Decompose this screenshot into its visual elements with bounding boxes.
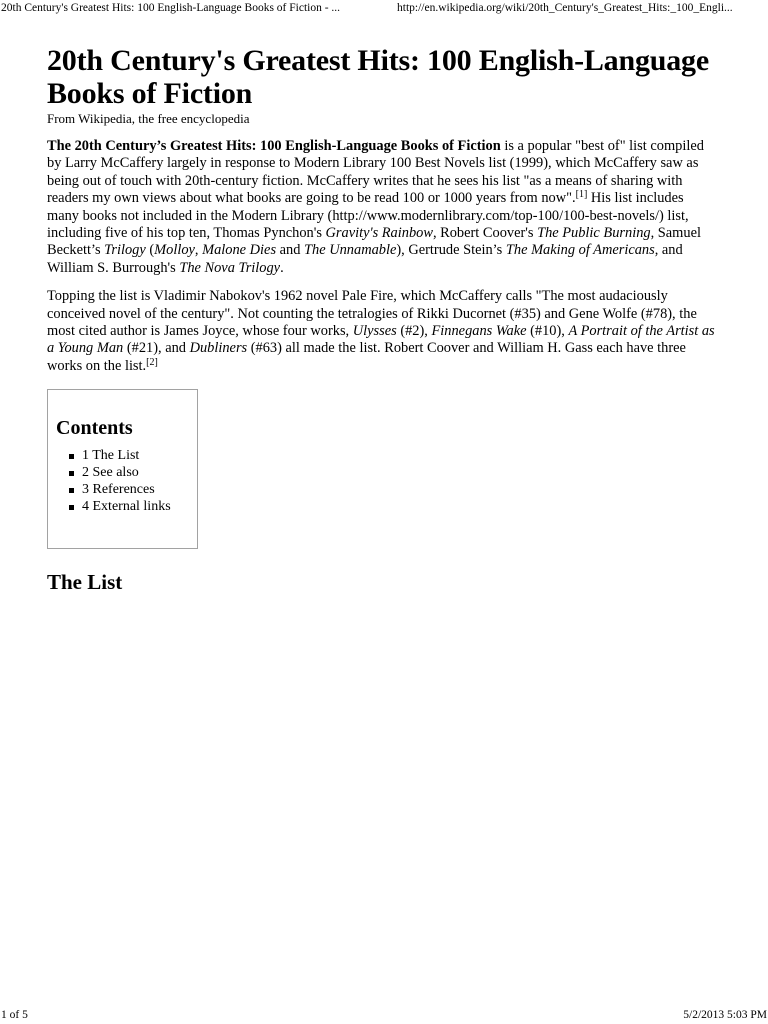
- toc-item-the-list[interactable]: 1 The List: [82, 448, 197, 465]
- print-header: [0, 1, 768, 17]
- work-title: The Making of Americans: [505, 242, 655, 259]
- toc-list: [56, 448, 197, 515]
- section-heading-the-list: The List: [47, 570, 123, 595]
- work-title: Ulysses: [352, 323, 397, 340]
- toc-item-see-also[interactable]: 2 See also: [82, 465, 197, 482]
- work-title: A Portrait of the Artist as a Young Man: [47, 323, 715, 357]
- toc-title: Contents: [56, 417, 133, 440]
- print-footer: [0, 1008, 768, 1024]
- page-title: 20th Century's Greatest Hits: 100 English-Language Books of Fiction: [47, 44, 709, 110]
- work-title: Gravity's Rainbow: [325, 225, 433, 242]
- page-number: 1 of 5: [1, 1009, 28, 1021]
- work-title: Malone Dies: [202, 242, 277, 259]
- reference-2-link[interactable]: [2]: [146, 356, 158, 368]
- print-datetime: 5/2/2013 5:03 PM: [683, 1009, 767, 1021]
- reference-1-link[interactable]: [1]: [575, 189, 588, 201]
- work-title: Trilogy: [104, 242, 146, 259]
- print-header-url: http://en.wikipedia.org/wiki/20th_Century's_Greatest_Hits:_100_Engli...: [397, 2, 733, 14]
- toc-item-external-links[interactable]: 4 External links: [82, 499, 197, 516]
- site-tagline: From Wikipedia, the free encyclopedia: [47, 111, 250, 126]
- work-title: Dubliners: [189, 340, 248, 357]
- work-title: The Unnamable: [304, 242, 397, 259]
- work-title: Finnegans Wake: [431, 323, 527, 340]
- bullet-icon: [69, 454, 74, 459]
- intro-paragraph: The 20th Century’s Greatest Hits: 100 English-Language Books of Fiction is a popular "best of" list compiled by Larry McCaffery largely in response to Modern Library 100 Best Novels list (1999), which McCaffery saw as being out of touch with 20th-century fiction. McCaffery writes that he sees his list "as a means of sharing with readers my own views about what books are going to be read 100 or 1000 years from now".[1] His list includes many books not included in the Modern Library (http://www.modernlibrary.com/top-100/100-best-novels/) list, including five of his top ten, Thomas Pynchon's Gravity's Rainbow, Robert Coover's The Public Burning, Samuel Beckett’s Trilogy (Molloy, Malone Dies and The Unnamable), Gertrude Stein’s The Making of Americans, and William S. Burrough's The Nova Trilogy.: [47, 138, 704, 276]
- print-header-title: 20th Century's Greatest Hits: 100 English-Language Books of Fiction - ...: [1, 2, 341, 14]
- bullet-icon: [69, 505, 74, 510]
- table-of-contents: [47, 389, 198, 549]
- article-content: [47, 44, 717, 595]
- toc-item-references[interactable]: 3 References: [82, 482, 197, 499]
- work-title: The Public Burning: [537, 225, 651, 242]
- work-title: The Nova Trilogy: [179, 259, 281, 276]
- bullet-icon: [69, 471, 74, 476]
- article-subject-bold: The 20th Century’s Greatest Hits: 100 English-Language Books of Fiction: [47, 138, 501, 154]
- second-paragraph: Topping the list is Vladimir Nabokov's 1962 novel Pale Fire, which McCaffery calls "The most audaciously conceived novel of the century". Not counting the tetralogies of Rikki Ducornet (#35) and Gene Wolfe (#78), the most cited author is James Joyce, whose four works, Ulysses (#2), Finnegans Wake (#10), A Portrait of the Artist as a Young Man (#21), and Dubliners (#63) all made the list. Robert Coover and William H. Gass each have three works on the list.[2]: [47, 288, 715, 374]
- work-title: Molloy: [154, 242, 195, 259]
- bullet-icon: [69, 488, 74, 493]
